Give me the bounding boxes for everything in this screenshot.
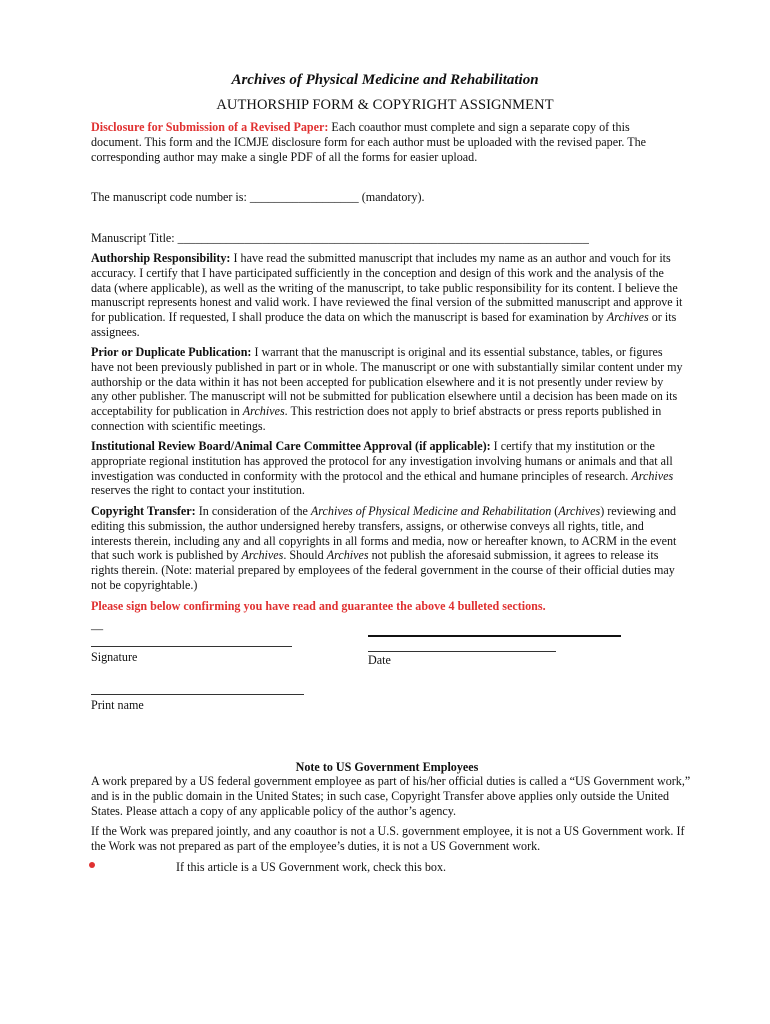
signature-label: Signature [91,650,138,664]
irb-heading: Institutional Review Board/Animal Care Committee Approval (if applicable): [91,439,491,453]
copyright-archives-1: Archives [558,504,601,518]
disclosure-heading: Disclosure for Submission of a Revised Paper: [91,120,329,134]
irb-text-b: reserves the right to contact your institution. [91,483,305,498]
disclosure-paragraph [91,120,683,164]
date-line[interactable] [368,651,556,652]
copyright-text-d: not publish the aforesaid submission, it agrees to release its rights therein. (Note: material prepared by employees of the federal government in the course of their official duties may not be copyrightable.) [91,548,675,592]
signature-dash: — [91,622,104,636]
copyright-paren: ( [551,504,559,518]
note-heading: Note to US Government Employees [295,760,479,774]
copyright-text-b: ) reviewing and editing this submission, the author undersigned hereby transfers, assigns, or otherwise conveys all rights, title, and interests therein, including any and all copyrights in all forms and media, now or hereafter known, to ACRM in the event that such work is published by [91,504,677,563]
print-name-line[interactable] [91,694,304,695]
copyright-heading: Copyright Transfer: [91,504,196,518]
note-paragraph-2: If the Work was prepared jointly, and any coauthor is not a U.S. government employee, it is not a US Government work. If the Work was not prepared as part of the employee’s duties, it is not a US Government work. [91,824,685,853]
irb-section [91,439,683,498]
copyright-archives-2: Archives [241,548,284,563]
prior-text-b: . This restriction does not apply to brief abstracts or press reports published in connection with scientific meetings. [91,404,662,433]
irb-archives: Archives [631,468,674,483]
authorship-heading: Authorship Responsibility: [91,251,231,265]
manuscript-code-line: The manuscript code number is: __________________ (mandatory). [91,190,425,204]
date-label: Date [368,653,391,667]
authorship-section [91,251,683,340]
form-title: AUTHORSHIP FORM & COPYRIGHT ASSIGNMENT [216,97,554,113]
gov-work-checkbox-label: If this article is a US Government work, check this box. [176,860,447,874]
prior-heading: Prior or Duplicate Publication: [91,345,252,359]
note-paragraph-1: A work prepared by a US federal government employee as part of his/her official duties is called a “US Government work,” and is in the public domain in the United States; in such case, Copyright Transfer above applies only outside the United States. Please attach a copy of any applicable policy of the author’s agency. [91,774,691,818]
copyright-text-c: . Should [283,548,327,563]
copyright-archives-3: Archives [326,548,369,563]
gov-work-checkbox[interactable] [89,862,95,868]
prior-publication-section [91,345,683,434]
manuscript-title-line: Manuscript Title: ____________________________________________________________________ [91,231,589,245]
authorship-archives: Archives [606,310,649,325]
date-thick-rule [368,635,621,637]
disclosure-text: Each coauthor must complete and sign a separate copy of this document. This form and the ICMJE disclosure form for each author must be uploaded with the revised paper. The corresponding author may make a single PDF of all the forms for easier upload. [91,120,647,164]
authorship-text-b: or its assignees. [91,310,677,339]
authorship-text-a: I have read the submitted manuscript that includes my name as an author and vouch for its accuracy. I certify that I have participated sufficiently in the conception and design of this work and the analysis of the data (where applicable), as well as the writing of the manuscript, to take public responsibility for its content. I believe the manuscript represents honest and valid work. I have reviewed the final version of the submitted manuscript and approve it for publication. If requested, I shall produce the data on which the manuscript is based for examination by [91,251,683,325]
sign-prompt: Please sign below confirming you have read and guarantee the above 4 bulleted sections. [91,599,546,613]
signature-line[interactable] [91,646,292,647]
irb-text-a: I certify that my institution or the appropriate regional institution has approved the protocol for any investigation involving humans or animals and that all investigation was conducted in conformity with the protocol and the ethical and humane principles of research. [91,439,673,483]
copyright-section [91,504,683,593]
copyright-text-a: In consideration of the [195,504,311,518]
prior-archives: Archives [242,404,285,419]
journal-title: Archives of Physical Medicine and Rehabilitation [231,72,539,88]
prior-text-a: I warrant that the manuscript is original and its essential substance, tables, or figures have not been previously published in part or in whole. The manuscript or one with substantially similar content under my authorship or the data within it has not been accepted for publication elsewhere and it is not presently under review by any other publisher. The manuscript will not be submitted for publication elsewhere until a decision has been made on its acceptability for publication in [91,345,683,419]
copyright-journal: Archives of Physical Medicine and Rehabilitation [310,504,552,518]
print-name-label: Print name [91,698,144,712]
